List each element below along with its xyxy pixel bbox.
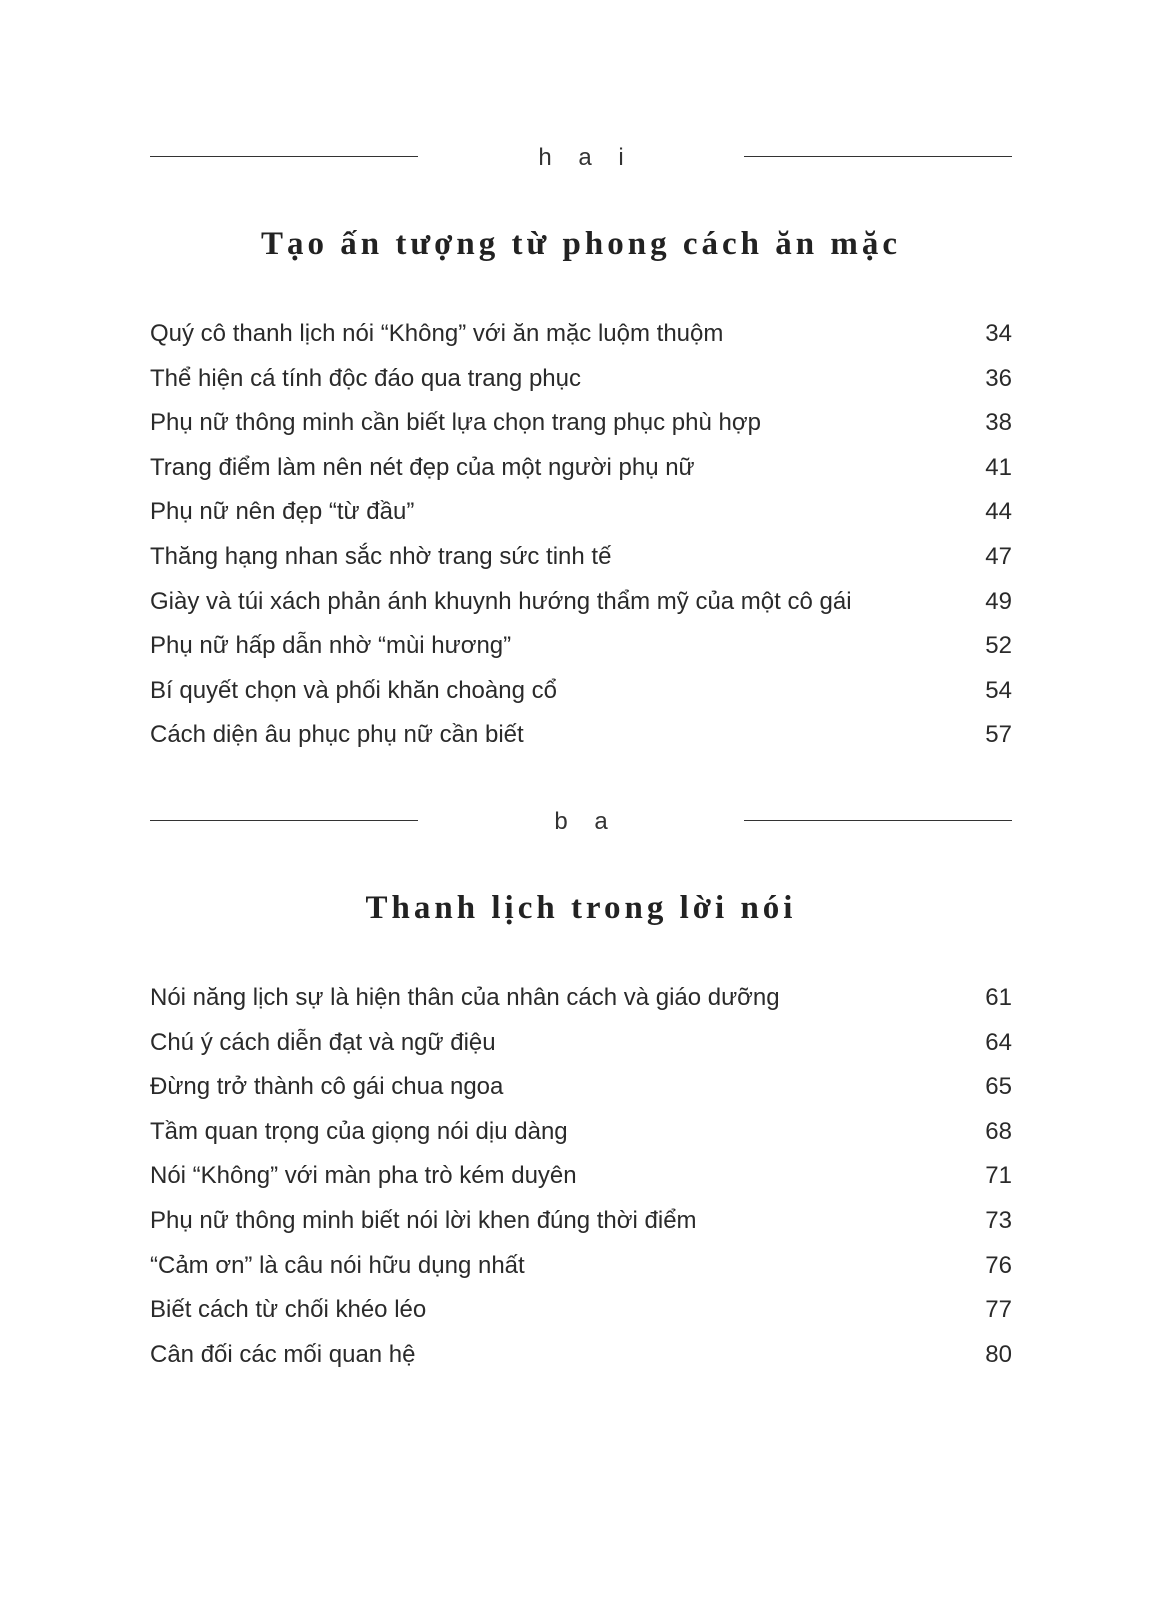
chapter-number-label: b a <box>554 808 618 835</box>
toc-entry[interactable] <box>150 446 1012 491</box>
toc-entry[interactable] <box>150 1110 1012 1155</box>
toc-entry-text: Quý cô thanh lịch nói “Không” với ăn mặc luộm thuộm <box>150 320 724 347</box>
toc-entry-text: Cách diện âu phục phụ nữ cần biết <box>150 721 524 749</box>
chapter-divider <box>150 144 1012 174</box>
toc-list <box>150 312 1012 758</box>
toc-entry-text: Nói “Không” với màn pha trò kém duyên <box>150 1162 577 1190</box>
chapter-section-ba <box>150 808 1012 1377</box>
toc-entry-text: Trang điểm làm nên nét đẹp của một người phụ nữ <box>150 453 695 481</box>
toc-entry-page: 38 <box>985 409 1012 437</box>
toc-entry-page: 68 <box>985 1117 1012 1145</box>
toc-entry[interactable] <box>150 401 1012 446</box>
divider-rule-right <box>744 156 1012 157</box>
toc-entry-page: 41 <box>985 453 1012 481</box>
toc-entry[interactable] <box>150 713 1012 758</box>
toc-entry[interactable] <box>150 1333 1012 1378</box>
toc-entry-page: 49 <box>985 587 1012 615</box>
toc-entry-page: 34 <box>985 320 1012 347</box>
toc-entry-page: 54 <box>985 676 1012 704</box>
toc-entry[interactable] <box>150 580 1012 625</box>
toc-entry[interactable] <box>150 1065 1012 1110</box>
toc-entry-text: “Cảm ơn” là câu nói hữu dụng nhất <box>150 1251 525 1279</box>
toc-entry[interactable] <box>150 1021 1012 1066</box>
chapter-divider <box>150 808 1012 838</box>
toc-entry-page: 44 <box>985 498 1012 526</box>
chapter-number-label: h a i <box>538 144 634 171</box>
toc-entry[interactable] <box>150 1288 1012 1333</box>
toc-entry[interactable] <box>150 1199 1012 1244</box>
toc-entry-page: 76 <box>985 1251 1012 1279</box>
toc-entry-page: 73 <box>985 1206 1012 1234</box>
toc-entry-text: Nói năng lịch sự là hiện thân của nhân cách và giáo dưỡng <box>150 984 780 1011</box>
toc-entry[interactable] <box>150 624 1012 669</box>
toc-entry-text: Thăng hạng nhan sắc nhờ trang sức tinh tế <box>150 542 612 570</box>
chapter-title: Thanh lịch trong lời nói <box>365 890 797 926</box>
toc-entry-page: 47 <box>985 542 1012 570</box>
toc-entry[interactable] <box>150 1244 1012 1289</box>
toc-entry[interactable] <box>150 535 1012 580</box>
toc-entry-text: Phụ nữ nên đẹp “từ đầu” <box>150 498 415 526</box>
toc-entry-text: Phụ nữ thông minh cần biết lựa chọn trang phục phù hợp <box>150 409 761 437</box>
toc-entry-page: 65 <box>985 1073 1012 1101</box>
toc-entry-text: Phụ nữ thông minh biết nói lời khen đúng thời điểm <box>150 1206 697 1234</box>
divider-rule-right <box>744 820 1012 821</box>
toc-entry-text: Bí quyết chọn và phối khăn choàng cổ <box>150 676 557 704</box>
toc-entry[interactable] <box>150 490 1012 535</box>
toc-entry-text: Chú ý cách diễn đạt và ngữ điệu <box>150 1028 496 1056</box>
toc-entry-text: Đừng trở thành cô gái chua ngoa <box>150 1073 504 1101</box>
toc-entry[interactable] <box>150 1154 1012 1199</box>
toc-entry-page: 36 <box>985 364 1012 392</box>
toc-entry-page: 71 <box>985 1162 1012 1190</box>
toc-entry-text: Tầm quan trọng của giọng nói dịu dàng <box>150 1117 568 1145</box>
toc-entry-page: 61 <box>985 984 1012 1011</box>
toc-entry-page: 64 <box>985 1028 1012 1056</box>
toc-entry-text: Thể hiện cá tính độc đáo qua trang phục <box>150 364 581 392</box>
toc-entry-page: 57 <box>985 721 1012 749</box>
toc-entry[interactable] <box>150 357 1012 402</box>
chapter-title: Tạo ấn tượng từ phong cách ăn mặc <box>260 226 902 262</box>
toc-entry-text: Giày và túi xách phản ánh khuynh hướng thẩm mỹ của một cô gái <box>150 587 852 615</box>
toc-entry-text: Biết cách từ chối khéo léo <box>150 1296 427 1324</box>
toc-entry-text: Phụ nữ hấp dẫn nhờ “mùi hương” <box>150 632 512 660</box>
toc-entry[interactable] <box>150 669 1012 714</box>
toc-entry-page: 77 <box>985 1296 1012 1324</box>
toc-entry-page: 80 <box>985 1340 1012 1368</box>
toc-entry-page: 52 <box>985 632 1012 660</box>
toc-entry[interactable] <box>150 976 1012 1021</box>
toc-entry-text: Cân đối các mối quan hệ <box>150 1340 416 1368</box>
toc-list <box>150 976 1012 1377</box>
chapter-section-hai <box>150 144 1012 758</box>
toc-entry[interactable] <box>150 312 1012 357</box>
